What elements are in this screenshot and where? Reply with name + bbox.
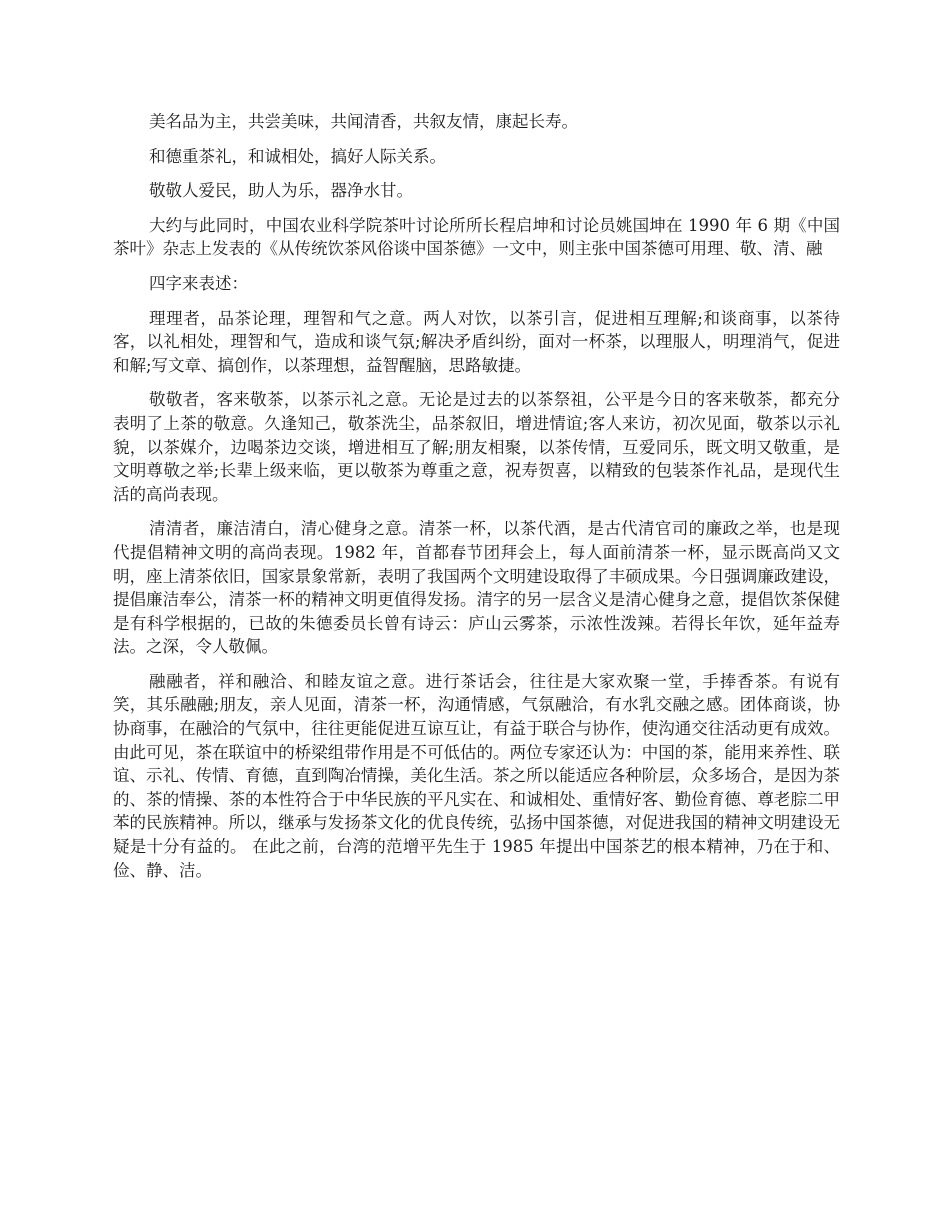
paragraph-8: 清清者，廉洁清白，清心健身之意。清茶一杯，以茶代酒，是古代清官司的廉政之举，也是现代提倡精神文明的高尚表现。1982 年，首都春节团拜会上，每人面前清茶一杯，显示既高尚又文明，座上清茶依旧，国家景象常新，表明了我国两个文明建设取得了丰硕成果。今日强调廉政建设，提倡廉洁奉公，清茶一杯的精神文明更值得发扬。清字的另一层含义是清心健身之意，提倡饮茶保健是有科学根据的，已故的朱德委员长曾有诗云：庐山云雾茶，示浓性泼辣。若得长年饮，延年益寿法。之深，令人敬佩。: [113, 519, 840, 657]
paragraph-3: 敬敬人爱民，助人为乐，器净水甘。: [149, 181, 413, 201]
paragraph-4: 大约与此同时，中国农业科学院茶叶讨论所所长程启坤和讨论员姚国坤在 1990 年 6 期《中国茶叶》杂志上发表的《从传统饮茶风俗谈中国茶德》一文中，则主张中国茶德可用理、敬、清、融: [113, 215, 840, 259]
paragraph-2: 和德重茶礼，和诚相处，搞好人际关系。: [149, 146, 446, 166]
paragraph-7: 敬敬者，客来敬茶，以茶示礼之意。无论是过去的以茶祭祖，公平是今日的客来敬茶，都充分表明了上茶的敬意。久逢知己，敬茶洗尘，品茶叙旧，增进情谊;客人来访，初次见面，敬茶以示礼貌，以茶媒介，边喝茶边交谈，增进相互了解;朋友相聚，以茶传情，互爱同乐，既文明又敬重，是文明尊敬之举;长辈上级来临，更以敬茶为尊重之意，祝寿贺喜，以精致的包装茶作礼品，是现代生活的高尚表现。: [113, 390, 840, 504]
paragraph-6: 理理者，品茶论理，理智和气之意。两人对饮，以茶引言，促进相互理解;和谈商事，以茶待客，以礼相处，理智和气，造成和谈气氛;解决矛盾纠纷，面对一杯茶，以理服人，明理消气，促进和解;写文章、搞创作，以茶理想，益智醒脑，思路敏捷。: [113, 308, 840, 375]
paragraph-1: 美名品为主，共尝美味，共闻清香，共叙友情，康起长寿。: [149, 112, 578, 131]
document-body: [113, 110, 840, 893]
paragraph-9: 融融者，祥和融洽、和睦友谊之意。进行茶话会，往往是大家欢聚一堂，手捧香茶。有说有笑，其乐融融;朋友，亲人见面，清茶一杯，沟通情感，气氛融洽，有水乳交融之感。团体商谈，协协商事，在融洽的气氛中，往往更能促进互谅互让，有益于联合与协作，使沟通交往活动更有成效。由此可见，茶在联谊中的桥梁组带作用是不可低估的。两位专家还认为：中国的茶，能用来养性、联谊、示礼、传情、育德，直到陶冶情操，美化生活。茶之所以能适应各种阶层，众多场合，是因为茶的、茶的情操、茶的本性符合于中华民族的平凡实在、和诚相处、重情好客、勤俭育德、尊老腙二甲苯的民族精神。所以，继承与发扬茶文化的优良传统，弘扬中国茶德，对促进我国的精神文明建设无疑是十分有益的。 在此之前，台湾的范增平先生于 1985 年提出中国茶艺的根本精神，乃在于和、俭、静、洁。: [113, 671, 840, 880]
paragraph-5: 四字来表述：: [149, 273, 248, 293]
